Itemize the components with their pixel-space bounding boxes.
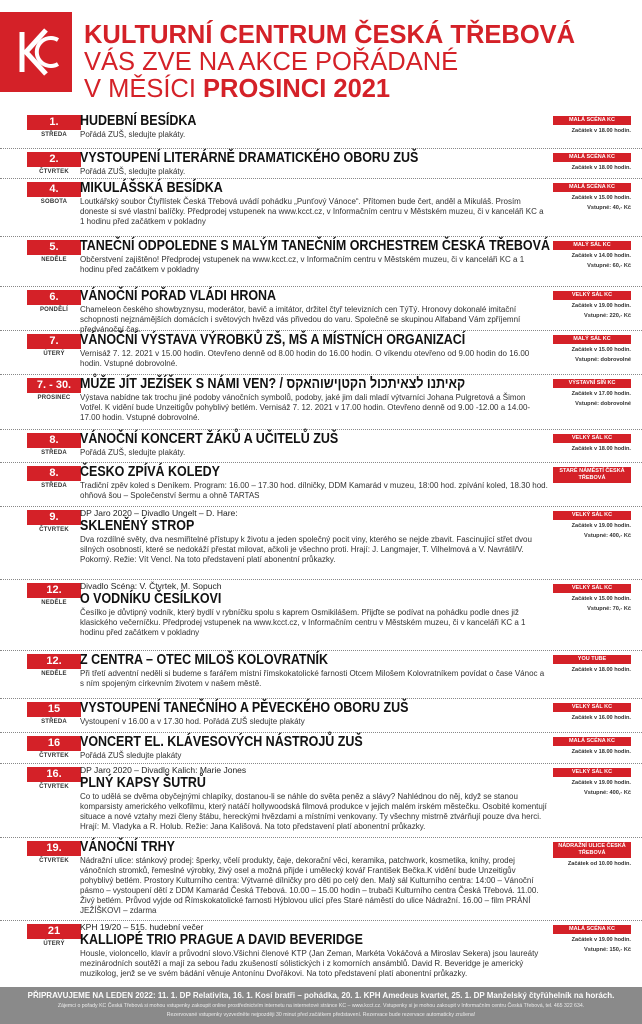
event-description: Česílko je důvtipný vodník, který bydlí v rybníčku spolu s kaprem Osmikilášem. Přijďte se podívat na pohádku podle dnes již klasického večerníčku. Předprodej vstupenek na www.kcct.cz, v Informačním centru v Městském muzeu, či v kanceláři KC a 1 hodinu před začátkem v pokladny: [80, 608, 526, 637]
events-list: [0, 112, 642, 989]
event-date-number: 12.: [27, 654, 81, 669]
venue-tag: VELKÝ SÁL KC: [553, 584, 631, 593]
event-content: [80, 431, 550, 458]
event-description: Výstava nabídne tak trochu jiné podoby vánočních symbolů, podoby, jaké jim dali mladí výtvarníci Johana Pulgretová a Šimon Votřel. K vidění bude Unzeitigův pohyblivý betlém. Vernisáž 7. 12. 2021 v 17.00 hodin. Otevřeno denně od 9.00 -12.00 a 14.00-17.00 hodin. Vstupné dobrovolné.: [80, 393, 531, 422]
event-day: ČTVRTEK: [39, 527, 69, 533]
event-time-price: Začátek v 15.00 hodin.: [571, 195, 631, 201]
event-date: [27, 654, 81, 677]
event-item: [0, 838, 642, 921]
event-description: Pořádá ZUŠ, sledujte plakáty.: [80, 130, 186, 139]
event-title: VYSTOUPENÍ TANEČNÍHO A PĚVECKÉHO OBORU ZUŠ: [80, 700, 409, 716]
event-venue: [553, 116, 631, 135]
event-description: Tradiční zpěv koled s Deníkem. Program: 16.00 – 17.30 hod. dílničky, DDM Kamarád v muzeu, 18:00 hod. zpívání koled, 18.30 hod. ohňová šou – Společenství šermu a ohně TARTAS: [80, 481, 548, 500]
event-title: VYSTOUPENÍ LITERÁRNĚ DRAMATICKÉHO OBORU ZUŠ: [80, 150, 419, 166]
venue-tag: MALÁ SCÉNA KC: [553, 737, 631, 746]
event-time-price: Začátek v 19.00 hodin.: [571, 937, 631, 943]
kc-logo: [0, 12, 72, 92]
event-content: [80, 765, 550, 832]
event-pretitle: DP Jaro 2020 – Divadlo Ungelt – D. Hare:: [80, 508, 238, 518]
event-venue: [553, 467, 631, 483]
event-content: [80, 700, 550, 727]
event-time-price: Začátek v 18.00 hodin.: [571, 667, 631, 673]
event-date: [27, 182, 81, 205]
venue-tag: VÝSTAVNÍ SÍŇ KC: [553, 379, 631, 388]
venue-tag: VELKÝ SÁL KC: [553, 703, 631, 712]
venue-tag: VELKÝ SÁL KC: [553, 434, 631, 443]
header-month-bold: PROSINCI 2021: [203, 75, 391, 103]
event-content: [80, 180, 550, 227]
event-time-price: Začátek v 18.00 hodin.: [571, 128, 631, 134]
event-title: O VODNÍKU ČESÍLKOVI: [80, 591, 222, 607]
event-date-number: 15: [27, 702, 81, 717]
event-item: [0, 580, 642, 651]
event-time-price: Začátek v 18.00 hodin.: [571, 165, 631, 171]
venue-tag: STARÉ NÁMĚSTÍ ČESKÁ TŘEBOVÁ: [553, 467, 631, 483]
event-day: ČTVRTEK: [39, 858, 69, 864]
event-date: [27, 466, 81, 489]
event-date-number: 8.: [27, 433, 81, 448]
event-content: [80, 464, 550, 501]
event-venue: [553, 584, 631, 613]
event-date: [27, 510, 81, 533]
page-header: [84, 22, 634, 103]
event-day: ČTVRTEK: [39, 753, 69, 759]
event-venue: [553, 153, 631, 172]
event-description: Vernisáž 7. 12. 2021 v 15.00 hodin. Otevřeno denně od 8.00 hodin do 16.00 hodin. O víkendu otevřeno od 9.00 hodin do 16.00 hodin. Vstupné dobrovolné.: [80, 349, 530, 368]
event-description: Loutkářský soubor Čtyřlístek Česká Třebová uvádí pohádku „Punťový Vánoce“. Přítomen bude čert, anděl a Mikuláš. Prosím doneste si své vlastní balíčky. Předprodej vstupenek na www.kcct.cz, v Informačním centru v Městském muzeu, či v kanceláři KC a 1 hodinu před začátkem v pokladny: [80, 197, 544, 226]
event-day: STŘEDA: [41, 483, 67, 489]
event-title: Z CENTRA – OTEC MILOŠ KOLOVRATNÍK: [80, 652, 329, 668]
event-day: STŘEDA: [41, 719, 67, 725]
venue-tag: VELKÝ SÁL KC: [553, 291, 631, 300]
event-item: [0, 764, 642, 838]
event-date-number: 21: [27, 924, 81, 939]
event-day: ÚTERÝ: [43, 351, 65, 357]
event-date-number: 2.: [27, 152, 81, 167]
event-item: [0, 699, 642, 733]
event-day: NEDĚLE: [41, 671, 67, 677]
event-date-number: 4.: [27, 182, 81, 197]
event-item: [0, 179, 642, 237]
event-item: [0, 237, 642, 287]
event-time-price: Vstupné: 150,- Kč: [584, 947, 631, 953]
event-day: NEDĚLE: [41, 600, 67, 606]
event-date: [27, 378, 81, 401]
event-title: TANEČNÍ ODPOLEDNE S MALÝM TANEČNÍM ORCHESTREM ČESKÁ TŘEBOVÁ: [80, 238, 550, 254]
event-time-price: Vstupné: dobrovolné: [575, 357, 631, 363]
event-title: SKLENĚNÝ STROP: [80, 518, 195, 534]
event-time-price: Začátek v 18.00 hodin.: [571, 446, 631, 452]
footer-note-1: Zájemci o pořady KC Česká Třebová si mohou vstupenky zakoupit online prostřednictvím internetu na internetové stránce KC – www.kcct.cz. Vstupenky si je mohou zakoupit v Informačním centru Česká Třebová, tel. 465 322 634.: [57, 1003, 585, 1009]
venue-tag: MALÁ SCÉNA KC: [553, 116, 631, 125]
event-venue: [553, 335, 631, 364]
event-date: [27, 240, 81, 263]
event-time-price: Vstupné: 220,- Kč: [584, 313, 631, 319]
event-venue: [553, 768, 631, 797]
event-time-price: Začátek v 19.00 hodin.: [571, 780, 631, 786]
event-date: [27, 841, 81, 864]
event-title: HUDEBNÍ BESÍDKA: [80, 113, 197, 129]
event-venue: [553, 737, 631, 756]
venue-tag: YOU TUBE: [553, 655, 631, 664]
event-title: MIKULÁŠSKÁ BESÍDKA: [80, 180, 223, 196]
header-title: KULTURNÍ CENTRUM ČESKÁ TŘEBOVÁ: [84, 21, 576, 49]
venue-tag: MALÁ SCÉNA KC: [553, 925, 631, 934]
event-title: VÁNOČNÍ VÝSTAVA VÝROBKŮ ZŠ, MŠ A MÍSTNÍCH ORGANIZACÍ: [80, 332, 466, 348]
event-item: [0, 331, 642, 375]
event-date: [27, 924, 81, 947]
footer: [0, 987, 642, 1024]
event-venue: [553, 291, 631, 320]
venue-tag: MALÝ SÁL KC: [553, 335, 631, 344]
footer-upcoming: PŘIPRAVUJEME NA LEDEN 2022: 11. 1. DP Relativita, 16. 1. Kosí bratři – pohádka, 20. 1. KPH Amedeus kvartet, 25. 1. DP Manželský čtyřúhelník na horách.: [27, 991, 615, 1000]
event-content: [80, 922, 550, 979]
event-description: Vystoupení v 16.00 a v 17.30 hod. Pořádá ZUŠ sledujte plakáty: [80, 717, 305, 726]
event-time-price: Začátek v 16.00 hodin.: [571, 715, 631, 721]
event-date-number: 19.: [27, 841, 81, 856]
event-title: PLNÝ KAPSY ŠUTRŮ: [80, 775, 206, 791]
event-day: NEDĚLE: [41, 257, 67, 263]
event-date: [27, 115, 81, 138]
event-date: [27, 433, 81, 456]
event-day: ČTVRTEK: [39, 169, 69, 175]
event-date-number: 16: [27, 736, 81, 751]
venue-tag: MALÁ SCÉNA KC: [553, 153, 631, 162]
event-content: [80, 376, 550, 423]
event-date-number: 1.: [27, 115, 81, 130]
event-day: ÚTERÝ: [43, 941, 65, 947]
event-time-price: Začátek v 18.00 hodin.: [571, 749, 631, 755]
event-content: [80, 238, 550, 275]
event-date-number: 9.: [27, 510, 81, 525]
event-item: [0, 149, 642, 179]
event-item: [0, 287, 642, 334]
event-time-price: Začátek v 17.00 hodin.: [571, 391, 631, 397]
event-time-price: Začátek v 15.00 hodin.: [571, 596, 631, 602]
event-date-number: 5.: [27, 240, 81, 255]
event-item: [0, 733, 642, 764]
event-time-price: Začátek v 19.00 hodin.: [571, 523, 631, 529]
event-date: [27, 736, 81, 759]
event-item: [0, 651, 642, 699]
event-title: VÁNOČNÍ KONCERT ŽÁKŮ A UČITELŮ ZUŠ: [80, 431, 339, 447]
footer-note-2: Rezervované vstupenky vyzvedněte nejpozději 30 minut před začátkem představení. Rezervace bude rezervace automaticky zrušena!: [166, 1012, 476, 1018]
event-day: PROSINEC: [37, 395, 71, 401]
event-date-number: 12.: [27, 583, 81, 598]
venue-tag: MALÁ SCÉNA KC: [553, 183, 631, 192]
event-time-price: Vstupné: dobrovolné: [575, 401, 631, 407]
event-venue: [553, 434, 631, 453]
event-content: [80, 508, 550, 565]
event-content: [80, 581, 550, 638]
event-pretitle: KPH 19/20 – 515. hudební večer: [80, 922, 204, 932]
event-title: VÁNOČNÍ POŘAD VLÁDI HRONA: [80, 288, 277, 304]
event-description: Co to udělá se dvěma obyčejnými chlapíky, dostanou-li se náhle do světa peněz a slávy? Nahlédnou do něj, když se stanou komparsisty amerického velkofilmu, který natáčí hollywoodská filmová produkce v jejich malém irském městečku. Osobité komentují situace a nové vztahy mezi členy štábu, hereckými hvězdami a místními venkovany. Ty všechny mistrně ztvárňují pouze dva herci. Hrají: M. Vladyka a R. Holub. Režie: Jana Kališová. Na toto představení platí abonentní průkazky.: [80, 792, 547, 831]
event-content: [80, 652, 550, 689]
event-day: PONDĚLÍ: [39, 307, 69, 313]
event-day: STŘEDA: [41, 132, 67, 138]
event-venue: [553, 842, 631, 868]
event-venue: [553, 925, 631, 954]
event-item: [0, 507, 642, 580]
event-description: Při třetí adventní neděli si budeme s farářem místní římskokatolické farnosti Otcem Milošem Kolovratníkem povídat o čase Vánoc a s ním spojeným církevním životem v našem městě.: [80, 669, 545, 688]
event-description: Nádražní ulice: stánkový prodej: šperky, včelí produkty, čaje, dekorační věci, keramika, patchwork, kosmetika, knihy, prodej vánočních stromků, řemeslné výrobky, živý osel a možná přijde i umělecký kovář František Bečka.K vidění bude Unzeitigův pohyblivý betlém. Prostory Kulturního centra: Výtvarné dílničky pro děti po celý den. Malý sál Kulturního centra: 14:00 – Vánoční pásmo – vystoupení dětí z DDM Kamarád Česká Třebová. 10.00 – 15.00 hodin – trubači Kulturního centra Česká Třebová. 11.00. Živý betlém. Průvod vyjde od Římskokatolické farnosti Hýblovou ulicí přes Staré náměstí do ulice Nádražní. 16.00 – film PRÁNÍ JEŽÍŠKOVI – zdarma: [80, 856, 539, 915]
event-content: [80, 113, 550, 140]
event-title: MŮŽE JÍT JEŽÍŠEK S NÁMI VEN? / קאיתנו לצאיתכול הקטןישוהאקס: [80, 376, 466, 392]
event-time-price: Vstupné: 60,- Kč: [587, 263, 631, 269]
event-time-price: Vstupné: 400,- Kč: [584, 533, 631, 539]
event-day: SOBOTA: [40, 199, 68, 205]
header-subtitle: VÁS ZVE NA AKCE POŘÁDANÉ: [84, 48, 459, 76]
event-time-price: Začátek v 14.00 hodin.: [571, 253, 631, 259]
event-description: Občerstvení zajištěno! Předprodej vstupenek na www.kcct.cz, v Informačním centru v Městském muzeu, či v kanceláři KC a 1 hodinu před začátkem v pokladny: [80, 255, 525, 274]
event-content: [80, 839, 550, 916]
event-venue: [553, 379, 631, 408]
event-item: [0, 112, 642, 149]
event-item: [0, 375, 642, 430]
event-description: Pořádá ZUŠ, sledujte plakáty.: [80, 167, 186, 176]
event-description: Pořádá ZUŠ sledujte plakáty: [80, 751, 182, 760]
event-title: ČESKO ZPÍVÁ KOLEDY: [80, 464, 220, 480]
event-time-price: Vstupné: 40,- Kč: [587, 205, 631, 211]
event-time-price: Začátek v 19.00 hodin.: [571, 303, 631, 309]
venue-tag: VELKÝ SÁL KC: [553, 768, 631, 777]
event-venue: [553, 703, 631, 722]
event-description: Dva rozdílné světy, dva nesmiřitelné přístupy k životu a jeden společný pocit viny, kterého se nejde zbavit. Fascinující střet dvou silných osobností, které se nedokáží přestat milovat, ačkoli je všechno proti. Hrají: J. Langmajer, T. Vilhelmová a V. Navrátil/V. Pokorný. Režie: Vít Vencl. Na toto představení platí abonentní průkazky.: [80, 535, 532, 564]
event-pretitle: Divadlo Scéna: V. Čtvrtek, M. Sopuch: [80, 581, 222, 591]
venue-tag: NÁDRAŽNÍ ULICE ČESKÁ TŘEBOVÁ: [553, 842, 631, 858]
event-date-number: 7.: [27, 334, 81, 349]
event-date: [27, 152, 81, 175]
event-time-price: Vstupné: 70,- Kč: [587, 606, 631, 612]
event-date: [27, 583, 81, 606]
event-description: Chameleon českého showbyznysu, moderátor, bavič a imitátor, držitel čtyř televizních cen TýTý. Hronovy dokonalé imitační schopnosti nejznámějších domácích i světových hvězd vás přivedou do varu. Společně se skupinou Alfaband Vám zpříjemní předvánoční čas.: [80, 305, 521, 334]
event-content: [80, 332, 550, 369]
event-description: Housle, violoncello, klavír a průvodní slovo.Všichni členové KTP (Jan Zeman, Markéta Vokáčová a Miroslav Sekera) jsou laureáty mezinárodních soutěží a mají za sebou řadu zkušeností sólistických i z komorních ansámblů. David R. Beveridge je americký muzikolog, jenž se ve svém bádání věnuje Antonínu Dvořákovi. Na toto představení platí abonentní průkazky.: [80, 949, 539, 978]
event-day: ČTVRTEK: [39, 784, 69, 790]
event-date-number: 7. - 30.: [27, 378, 81, 393]
event-date-number: 8.: [27, 466, 81, 481]
event-title: VONCERT EL. KLÁVESOVÝCH NÁSTROJŮ ZUŠ: [80, 734, 363, 750]
event-date: [27, 767, 81, 790]
venue-tag: MALÝ SÁL KC: [553, 241, 631, 250]
event-pretitle: DP Jaro 2020 – Divadlo Kalich: Marie Jones: [80, 765, 247, 775]
event-title: KALLIOPÉ TRIO PRAGUE A DAVID BEVERIDGE: [80, 932, 363, 948]
event-content: [80, 150, 550, 177]
event-item: [0, 463, 642, 507]
event-content: [80, 288, 550, 335]
event-item: [0, 430, 642, 463]
event-venue: [553, 511, 631, 540]
header-month: V MĚSÍCI PROSINCI 2021: [84, 75, 391, 103]
event-date-number: 6.: [27, 290, 81, 305]
event-description: Pořádá ZUŠ, sledujte plakáty.: [80, 448, 186, 457]
event-time-price: Začátek od 10.00 hodin.: [567, 861, 631, 867]
event-date: [27, 334, 81, 357]
event-item: [0, 921, 642, 989]
event-time-price: Začátek v 15.00 hodin.: [571, 347, 631, 353]
event-venue: [553, 241, 631, 270]
event-content: [80, 734, 550, 761]
event-date-number: 16.: [27, 767, 81, 782]
event-date: [27, 702, 81, 725]
venue-tag: VELKÝ SÁL KC: [553, 511, 631, 520]
event-venue: [553, 183, 631, 212]
event-venue: [553, 655, 631, 674]
event-day: STŘEDA: [41, 450, 67, 456]
event-date: [27, 290, 81, 313]
event-title: VÁNOČNÍ TRHY: [80, 839, 175, 855]
event-time-price: Vstupné: 400,- Kč: [584, 790, 631, 796]
